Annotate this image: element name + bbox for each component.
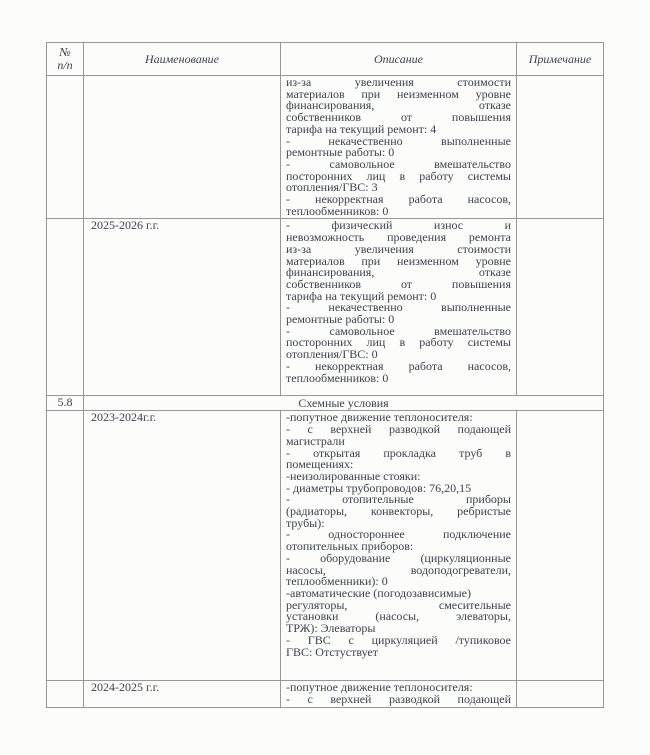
row-note-cell — [517, 76, 604, 219]
header-number-line1: № — [59, 45, 71, 59]
row-name-cell — [84, 76, 281, 219]
document-table — [46, 42, 604, 708]
description-line: ГВС: Отстуствует — [286, 644, 378, 659]
header-cell-description: Описание — [281, 43, 517, 76]
row-name-cell: 2023-2024г.г. — [84, 411, 281, 681]
description-line: (радиаторы, конвекторы, ребристые — [286, 504, 511, 519]
description-line: материалов при неизменном уровне — [286, 86, 511, 101]
description-line: ТРЖ): Элеваторы — [286, 621, 376, 636]
description-line: - диаметры трубопроводов: 76,20,15 — [286, 480, 472, 495]
description-line: из-за увеличения стоимости — [286, 75, 511, 89]
description-line: -попутное движение теплоносителя: — [286, 680, 473, 695]
description-line: - некорректная работа насосов, — [286, 358, 511, 373]
description-line: собственников от повышения — [286, 110, 511, 125]
description-line: - некорректная работа насосов, — [286, 192, 511, 207]
table-row — [47, 411, 604, 681]
description-line: отопления/ГВС: 0 — [286, 347, 378, 362]
description-line: собственников от повышения — [286, 276, 511, 291]
description-line: - самовольное вмешательство — [286, 323, 511, 338]
header-cell-number — [47, 43, 84, 76]
row-number-cell: 5.8 — [47, 396, 84, 411]
description-line: теплообменников: 0 — [286, 203, 389, 218]
table-header-row — [47, 43, 604, 76]
description-line: материалов при неизменном уровне — [286, 253, 511, 268]
description-line: - самовольное вмешательство — [286, 156, 511, 171]
row-number-cell — [47, 411, 84, 681]
description-line: - оборудование (циркуляционные — [286, 550, 511, 565]
row-description-cell — [281, 219, 517, 396]
row-number-cell — [47, 219, 84, 396]
description-line: отопления/ГВС: 3 — [286, 180, 378, 195]
description-line: -автоматические (погодозависимые) — [286, 585, 471, 600]
row-note-cell — [517, 411, 604, 681]
row-note-cell — [517, 219, 604, 396]
description-line: финансирования, отказе — [286, 98, 511, 113]
row-description-cell — [281, 411, 517, 681]
section-row — [47, 396, 604, 411]
description-line: ремонтные работы: 0 — [286, 312, 395, 327]
table-row — [47, 219, 604, 396]
description-line: из-за увеличения стоимости — [286, 241, 511, 256]
description-line: - одностороннее подключение — [286, 527, 511, 542]
description-line: - открытая прокладка труб в — [286, 445, 511, 460]
description-line: теплообменники): 0 — [286, 574, 388, 589]
description-line: трубы): — [286, 515, 325, 530]
table-row — [47, 681, 604, 707]
description-line: финансирования, отказе — [286, 265, 511, 280]
description-line: посторонних лиц в работу системы — [286, 168, 511, 183]
row-description-cell — [281, 681, 517, 707]
table-body — [47, 76, 604, 708]
description-line: - физический износ и — [286, 218, 511, 233]
description-line: - некачественно выполненные — [286, 133, 511, 148]
row-name-cell: 2024-2025 г.г. — [84, 681, 281, 707]
description-line: насосы, водоподогреватели, — [286, 562, 511, 577]
description-line: установки (насосы, элеваторы, — [286, 609, 511, 624]
row-number-cell — [47, 76, 84, 219]
description-line: магистрали — [286, 433, 345, 448]
description-line: - некачественно выполненные — [286, 300, 511, 315]
description-line: тарифа на текущий ремонт: 0 — [286, 288, 437, 303]
description-line: - с верхней разводкой подающей — [286, 422, 511, 437]
header-cell-name: Наименование — [84, 43, 281, 76]
row-description-cell — [281, 76, 517, 219]
description-line: - отопительные приборы — [286, 492, 511, 507]
description-line: посторонних лиц в работу системы — [286, 335, 511, 350]
table-row — [47, 76, 604, 219]
description-line: тарифа на текущий ремонт: 4 — [286, 121, 437, 136]
description-line: -неизолированные стояки: — [286, 468, 421, 483]
row-name-cell: 2025-2026 г.г. — [84, 219, 281, 396]
description-line: теплообменников: 0 — [286, 370, 389, 385]
description-line: невозможность проведения ремонта — [286, 230, 511, 245]
description-line: регуляторы, смесительные — [286, 597, 511, 612]
description-line: ремонтные работы: 0 — [286, 145, 395, 160]
section-title: Схемные условия — [84, 396, 604, 411]
row-number-cell — [47, 681, 84, 707]
description-line: отопительных приборов: — [286, 539, 414, 554]
header-number-line2: п/п — [57, 58, 73, 72]
description-line: - с верхней разводкой подающей — [286, 692, 511, 707]
description-line: - ГВС с циркуляцией /тупиковое — [286, 632, 511, 647]
description-line: помещениях: — [286, 457, 354, 472]
description-line: -попутное движение теплоносителя: — [286, 410, 473, 425]
row-note-cell — [517, 681, 604, 707]
header-cell-note: Примечание — [517, 43, 604, 76]
